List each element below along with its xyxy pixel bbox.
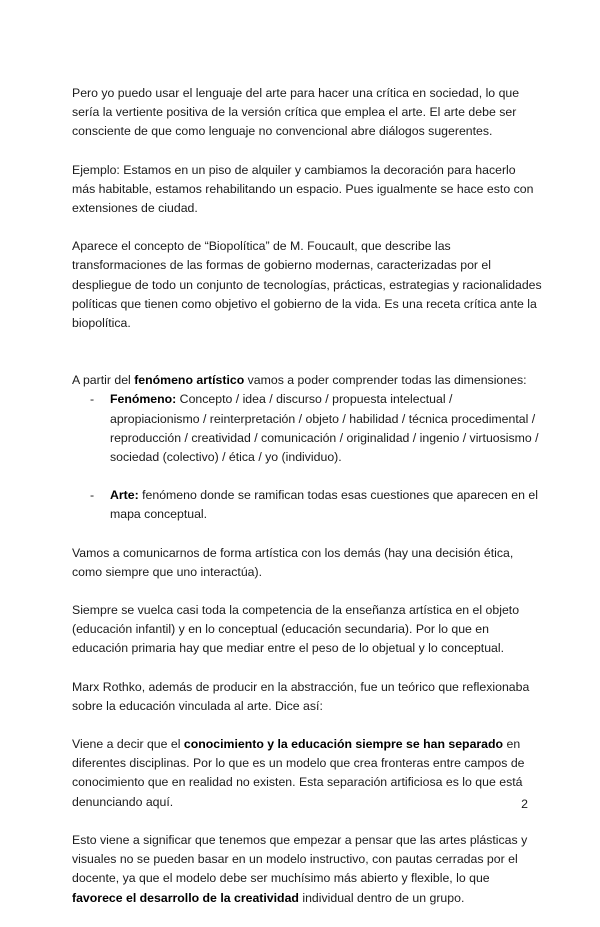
paragraph-communication: Vamos a comunicarnos de forma artística con los demás (hay una decisión ética, como siempre que uno interactúa). — [72, 545, 514, 579]
text-run: Esto viene a significar que tenemos que empezar a pensar que las artes plásticas y visuales no se pueden basar en un modelo instructivo, con pautas cerradas por el docente, ya que el modelo debe ser muchísimo más abierto y flexible, lo que — [72, 832, 528, 886]
list-text: fenómeno donde se ramifican todas esas cuestiones que aparecen en el mapa conceptual. — [110, 488, 538, 522]
paragraph-knowledge-separation — [72, 735, 542, 812]
list-term: Arte: — [110, 488, 139, 503]
paragraph-artistic-phenomenon — [72, 371, 542, 390]
paragraph-teaching: Siempre se vuelca casi toda la competencia de la enseñanza artística en el objeto (educación infantil) y en lo conceptual (educación secundaria). Por lo que en educación primaria hay que mediar entre el peso de lo objetual y lo conceptual. — [72, 603, 520, 656]
text-run: vamos a poder comprender todas las dimensiones: — [244, 373, 527, 388]
dimensions-list — [72, 390, 542, 524]
blank-line — [72, 352, 542, 371]
text-run: en diferentes disciplinas. Por lo que es un modelo que crea fronteras entre campos de conocimiento que en realidad no existen. Esta separación artificiosa es lo que está denunciando aquí. — [72, 737, 525, 809]
paragraph-biopolitics: Aparece el concepto de “Biopolítica” de M. Foucault, que describe las transformaciones de las formas de gobierno modernas, caracterizadas por el despliegue de todo un conjunto de tecnologías, prácticas, estrategias y racionalidades políticas que tienen como objetivo el gobierno de la vida. Es una receta crítica ante la biopolítica. — [72, 239, 542, 331]
paragraph-rothko: Marx Rothko, además de producir en la abstracción, fue un teórico que reflexionaba sobre la educación vinculada al arte. Dice así: — [72, 679, 530, 713]
bold-text: favorece el desarrollo de la creatividad — [72, 890, 299, 905]
list-item-art — [72, 486, 542, 524]
paragraph-creativity — [72, 831, 542, 908]
list-dash: - — [90, 488, 95, 503]
paragraph-example: Ejemplo: Estamos en un piso de alquiler y cambiamos la decoración para hacerlo más habitable, estamos rehabilitando un espacio. Pues igualmente se hace esto con extensiones de ciudad. — [72, 162, 534, 216]
list-text: Concepto / idea / discurso / propuesta intelectual / apropiacionismo / reinterpretación / objeto / habilidad / técnica procedimental / reproducción / creatividad / comunicación / originalidad / ingenio / virtuosismo / sociedad (colectivo) / ética / yo (individuo). — [110, 392, 539, 465]
list-dash: - — [90, 392, 95, 407]
text-run: Viene a decir que el — [72, 737, 184, 752]
bold-text: fenómeno artístico — [134, 373, 245, 388]
list-term: Fenómeno: — [110, 392, 177, 407]
document-body — [72, 84, 542, 927]
bold-text: conocimiento y la educación siempre se han separado — [183, 737, 504, 752]
text-run: individual dentro de un grupo. — [298, 890, 465, 905]
paragraph-art-critique: Pero yo puedo usar el lenguaje del arte para hacer una crítica en sociedad, lo que sería la vertiente positiva de la versión crítica que emplea el arte. El arte debe ser consciente de que como lenguaje no convencional abre diálogos sugerentes. — [72, 86, 520, 139]
page-number: 2 — [521, 797, 528, 811]
list-item-phenomenon — [72, 390, 542, 467]
text-run: A partir del — [72, 373, 135, 388]
